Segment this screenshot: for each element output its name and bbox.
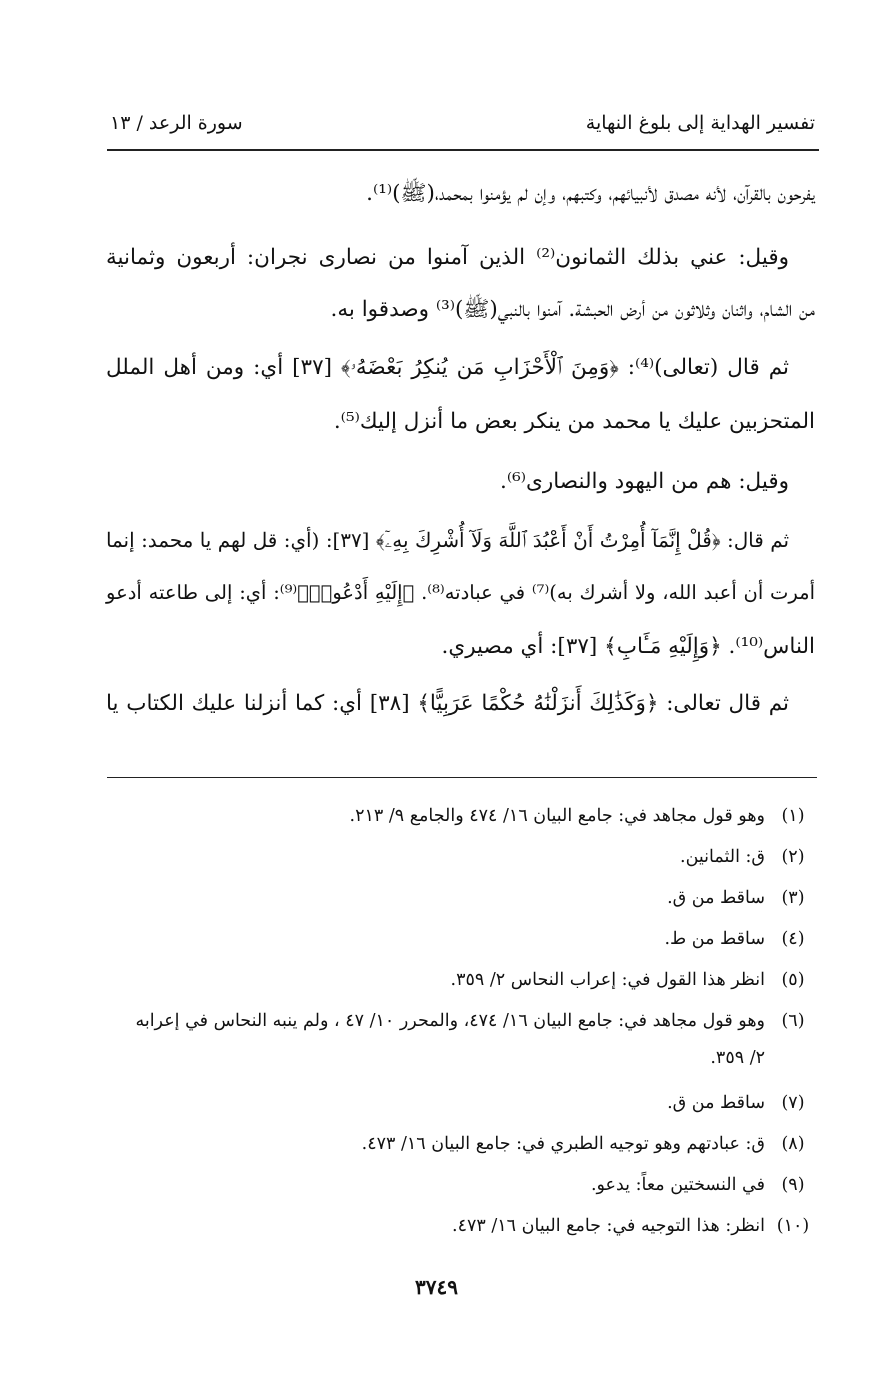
footnote-text: ساقط من ط.: [664, 929, 765, 949]
footnote-6: [106, 1008, 821, 1034]
header-rule: [107, 149, 819, 151]
footnote-number: (٥): [781, 970, 805, 990]
footnote-1: [106, 803, 821, 829]
page-number: ٣٧٤٩: [415, 1275, 458, 1299]
footnote-number: (٦): [781, 1011, 805, 1031]
running-head-surah: سورة الرعد / ١٣: [110, 112, 243, 134]
footnote-separator: [107, 777, 817, 778]
body-line-8: أمرت أن أعبد الله، ولا أشرك به)⁽⁷⁾ في عبادته⁽⁸⁾. ﴿إِلَيْهِ أَدْعُوا۟﴾⁽⁹⁾: أي: إلى طاعته أدعو: [106, 581, 816, 604]
footnote-number: (٤): [781, 929, 805, 949]
footnote-10: [106, 1213, 821, 1239]
footnote-number: (٩): [781, 1175, 805, 1195]
footnote-7: [106, 1090, 821, 1116]
body-line-7: ثم قال: ﴿قُلْ إِنَّمَآ أُمِرْتُ أَنْ أَعْبُدَ ٱللَّهَ وَلَآ أُشْرِكَ بِهِۦٓ﴾ [٣٧]: (أي: قل لهم يا محمد: إنما: [106, 529, 789, 552]
footnote-text: انظر: هذا التوجيه في: جامع البيان ١٦/ ٤٧٣.: [452, 1216, 765, 1236]
footnote-8: [106, 1131, 821, 1157]
footnote-text: ق: عبادتهم وهو توجيه الطبري في: جامع البيان ١٦/ ٤٧٣.: [361, 1134, 765, 1154]
footnote-number: (٣): [781, 888, 805, 908]
body-line-6: وقيل: هم من اليهود والنصارى⁽⁶⁾.: [500, 469, 789, 494]
footnote-text: وهو قول مجاهد في: جامع البيان ١٦/ ٤٧٤ والجامع ٩/ ٢١٣.: [349, 806, 765, 826]
body-line-9: الناس⁽¹⁰⁾. ﴿وَإِلَيْهِ مَـَٔابِ﴾ [٣٧]: أي مصيري.: [441, 634, 815, 659]
footnote-text: ساقط من ق.: [667, 1093, 765, 1113]
body-line-5: المتحزبين عليك يا محمد من ينكر بعض ما أنزل إليك⁽⁵⁾.: [333, 409, 815, 434]
footnote-3: [106, 885, 821, 911]
footnote-text: ساقط من ق.: [667, 888, 765, 908]
footnote-2: [106, 844, 821, 870]
body-line-10: ثم قال تعالى: ﴿وَكَذَٰلِكَ أَنزَلْنَٰهُ حُكْمًا عَرَبِيًّا﴾ [٣٨] أي: كما أنزلنا عليك الكتاب يا: [106, 691, 789, 716]
body-line-2: وقيل: عني بذلك الثمانون⁽²⁾ الذين آمنوا من نصارى نجران: أربعون وثمانية: [106, 245, 789, 270]
footnote-text: وهو قول مجاهد في: جامع البيان ١٦/ ٤٧٤، والمحرر ١٠/ ٤٧ ، ولم ينبه النحاس في إعرابه: [135, 1011, 765, 1031]
body-line-4: ثم قال (تعالى)⁽⁴⁾: ﴿وَمِنَ ٱلْأَحْزَابِ مَن يُنكِرُ بَعْضَهُۥ﴾ [٣٧] أي: ومن أهل الملل: [106, 355, 789, 380]
body-line-3: من الشام، واثنان وثلاثون من أرض الحبشة. آمنوا بالنبي(ﷺ)⁽³⁾ وصدقوا به.: [330, 297, 815, 322]
footnote-6-continuation: ٢/ ٣٥٩.: [710, 1048, 765, 1068]
footnote-number: (١): [781, 806, 805, 826]
footnote-number: (١٠): [776, 1216, 810, 1236]
footnote-number: (٢): [781, 847, 805, 867]
footnote-text: انظر هذا القول في: إعراب النحاس ٢/ ٣٥٩.: [450, 970, 765, 990]
footnote-4: [106, 926, 821, 952]
footnote-9: [106, 1172, 821, 1198]
footnote-number: (٨): [781, 1134, 805, 1154]
footnote-text: في النسختين معاً: يدعو.: [590, 1175, 765, 1195]
body-line-1: يفرحون بالقرآن، لأنه مصدق لأنبيائهم، وكتبهم، وإن لم يؤمنوا بمحمد،(ﷺ)⁽¹⁾.: [366, 181, 815, 206]
running-head-book-title: تفسير الهداية إلى بلوغ النهاية: [585, 112, 815, 134]
footnote-text: ق: الثمانين.: [680, 847, 765, 867]
footnote-number: (٧): [781, 1093, 805, 1113]
footnote-5: [106, 967, 821, 993]
